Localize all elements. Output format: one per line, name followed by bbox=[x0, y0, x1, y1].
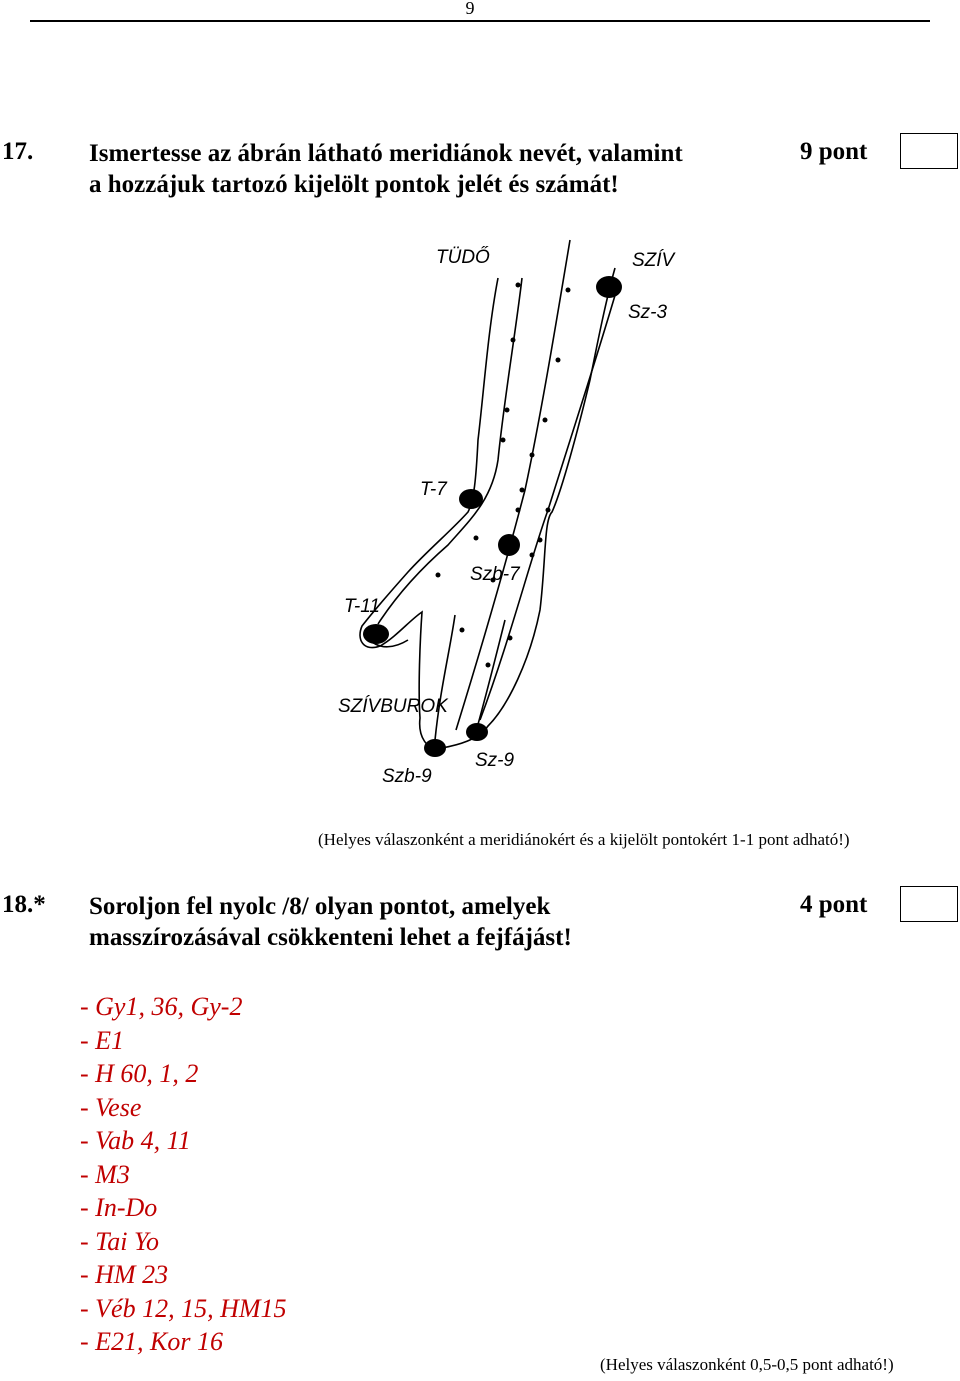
q17-line-2: a hozzájuk tartozó kijelölt pontok jelét és számát! bbox=[89, 171, 619, 198]
label-sz9: Sz-9 bbox=[475, 750, 515, 771]
point-szb9 bbox=[424, 739, 446, 757]
answer-item: - In-Do bbox=[80, 1193, 158, 1222]
q17-line-1: Ismertesse az ábrán látható meridiánok nevét, valamint bbox=[89, 140, 683, 167]
label-t7: T-7 bbox=[420, 479, 447, 500]
answer-item: - M3 bbox=[80, 1159, 130, 1189]
q17-points: 9 pont bbox=[800, 138, 868, 165]
point-t11 bbox=[363, 624, 389, 644]
q17-question bbox=[89, 138, 683, 200]
label-sziv: SZÍV bbox=[632, 250, 675, 271]
answer-item: - Véb 12, 15, HM15 bbox=[80, 1293, 287, 1323]
label-szb7: Szb-7 bbox=[470, 564, 520, 585]
meridian-figure bbox=[320, 230, 700, 800]
q17-scoring-note: (Helyes válaszonként a meridiánokért és a kijelölt pontokért 1-1 pont adható!) bbox=[318, 830, 850, 849]
answer-item: - H 60, 1, 2 bbox=[80, 1059, 199, 1088]
q18-line-2: masszírozásával csökkenteni lehet a fejfájást! bbox=[89, 924, 572, 951]
q18-number: 18.* bbox=[2, 891, 46, 918]
q17-score-box[interactable] bbox=[900, 133, 958, 169]
answer-item: - Vab 4, 11 bbox=[80, 1126, 191, 1155]
q17-number: 17. bbox=[2, 138, 34, 165]
point-szb7 bbox=[498, 534, 520, 556]
answer-item: - Gy1, 36, Gy-2 bbox=[80, 992, 243, 1021]
arm-outline bbox=[360, 240, 616, 749]
label-sz3: Sz-3 bbox=[628, 302, 668, 323]
q18-line-1: Soroljon fel nyolc /8/ olyan pontot, amelyek bbox=[89, 893, 551, 920]
q18-scoring-note: (Helyes válaszonként 0,5-0,5 pont adható!) bbox=[600, 1355, 894, 1374]
q18-points: 4 pont bbox=[800, 891, 868, 918]
q18-question bbox=[89, 891, 572, 953]
point-sz9 bbox=[466, 723, 488, 741]
label-szb9: Szb-9 bbox=[382, 766, 432, 787]
answer-item: - Tai Yo bbox=[80, 1226, 160, 1256]
q18-answer-list bbox=[80, 990, 287, 1359]
header-rule bbox=[30, 20, 930, 22]
point-sz3 bbox=[596, 276, 622, 298]
page-number: 9 bbox=[465, 0, 475, 18]
q18-score-box[interactable] bbox=[900, 886, 958, 922]
meridian-small-dots bbox=[436, 283, 571, 668]
answer-item: - E1 bbox=[80, 1025, 125, 1055]
label-t11: T-11 bbox=[344, 596, 380, 617]
label-tudo: TÜDŐ bbox=[436, 247, 490, 268]
point-t7 bbox=[459, 489, 483, 509]
answer-item: - E21, Kor 16 bbox=[80, 1327, 223, 1356]
answer-item: - HM 23 bbox=[80, 1260, 169, 1289]
answer-item: - Vese bbox=[80, 1092, 142, 1122]
label-szivburok: SZÍVBUROK bbox=[338, 696, 448, 717]
